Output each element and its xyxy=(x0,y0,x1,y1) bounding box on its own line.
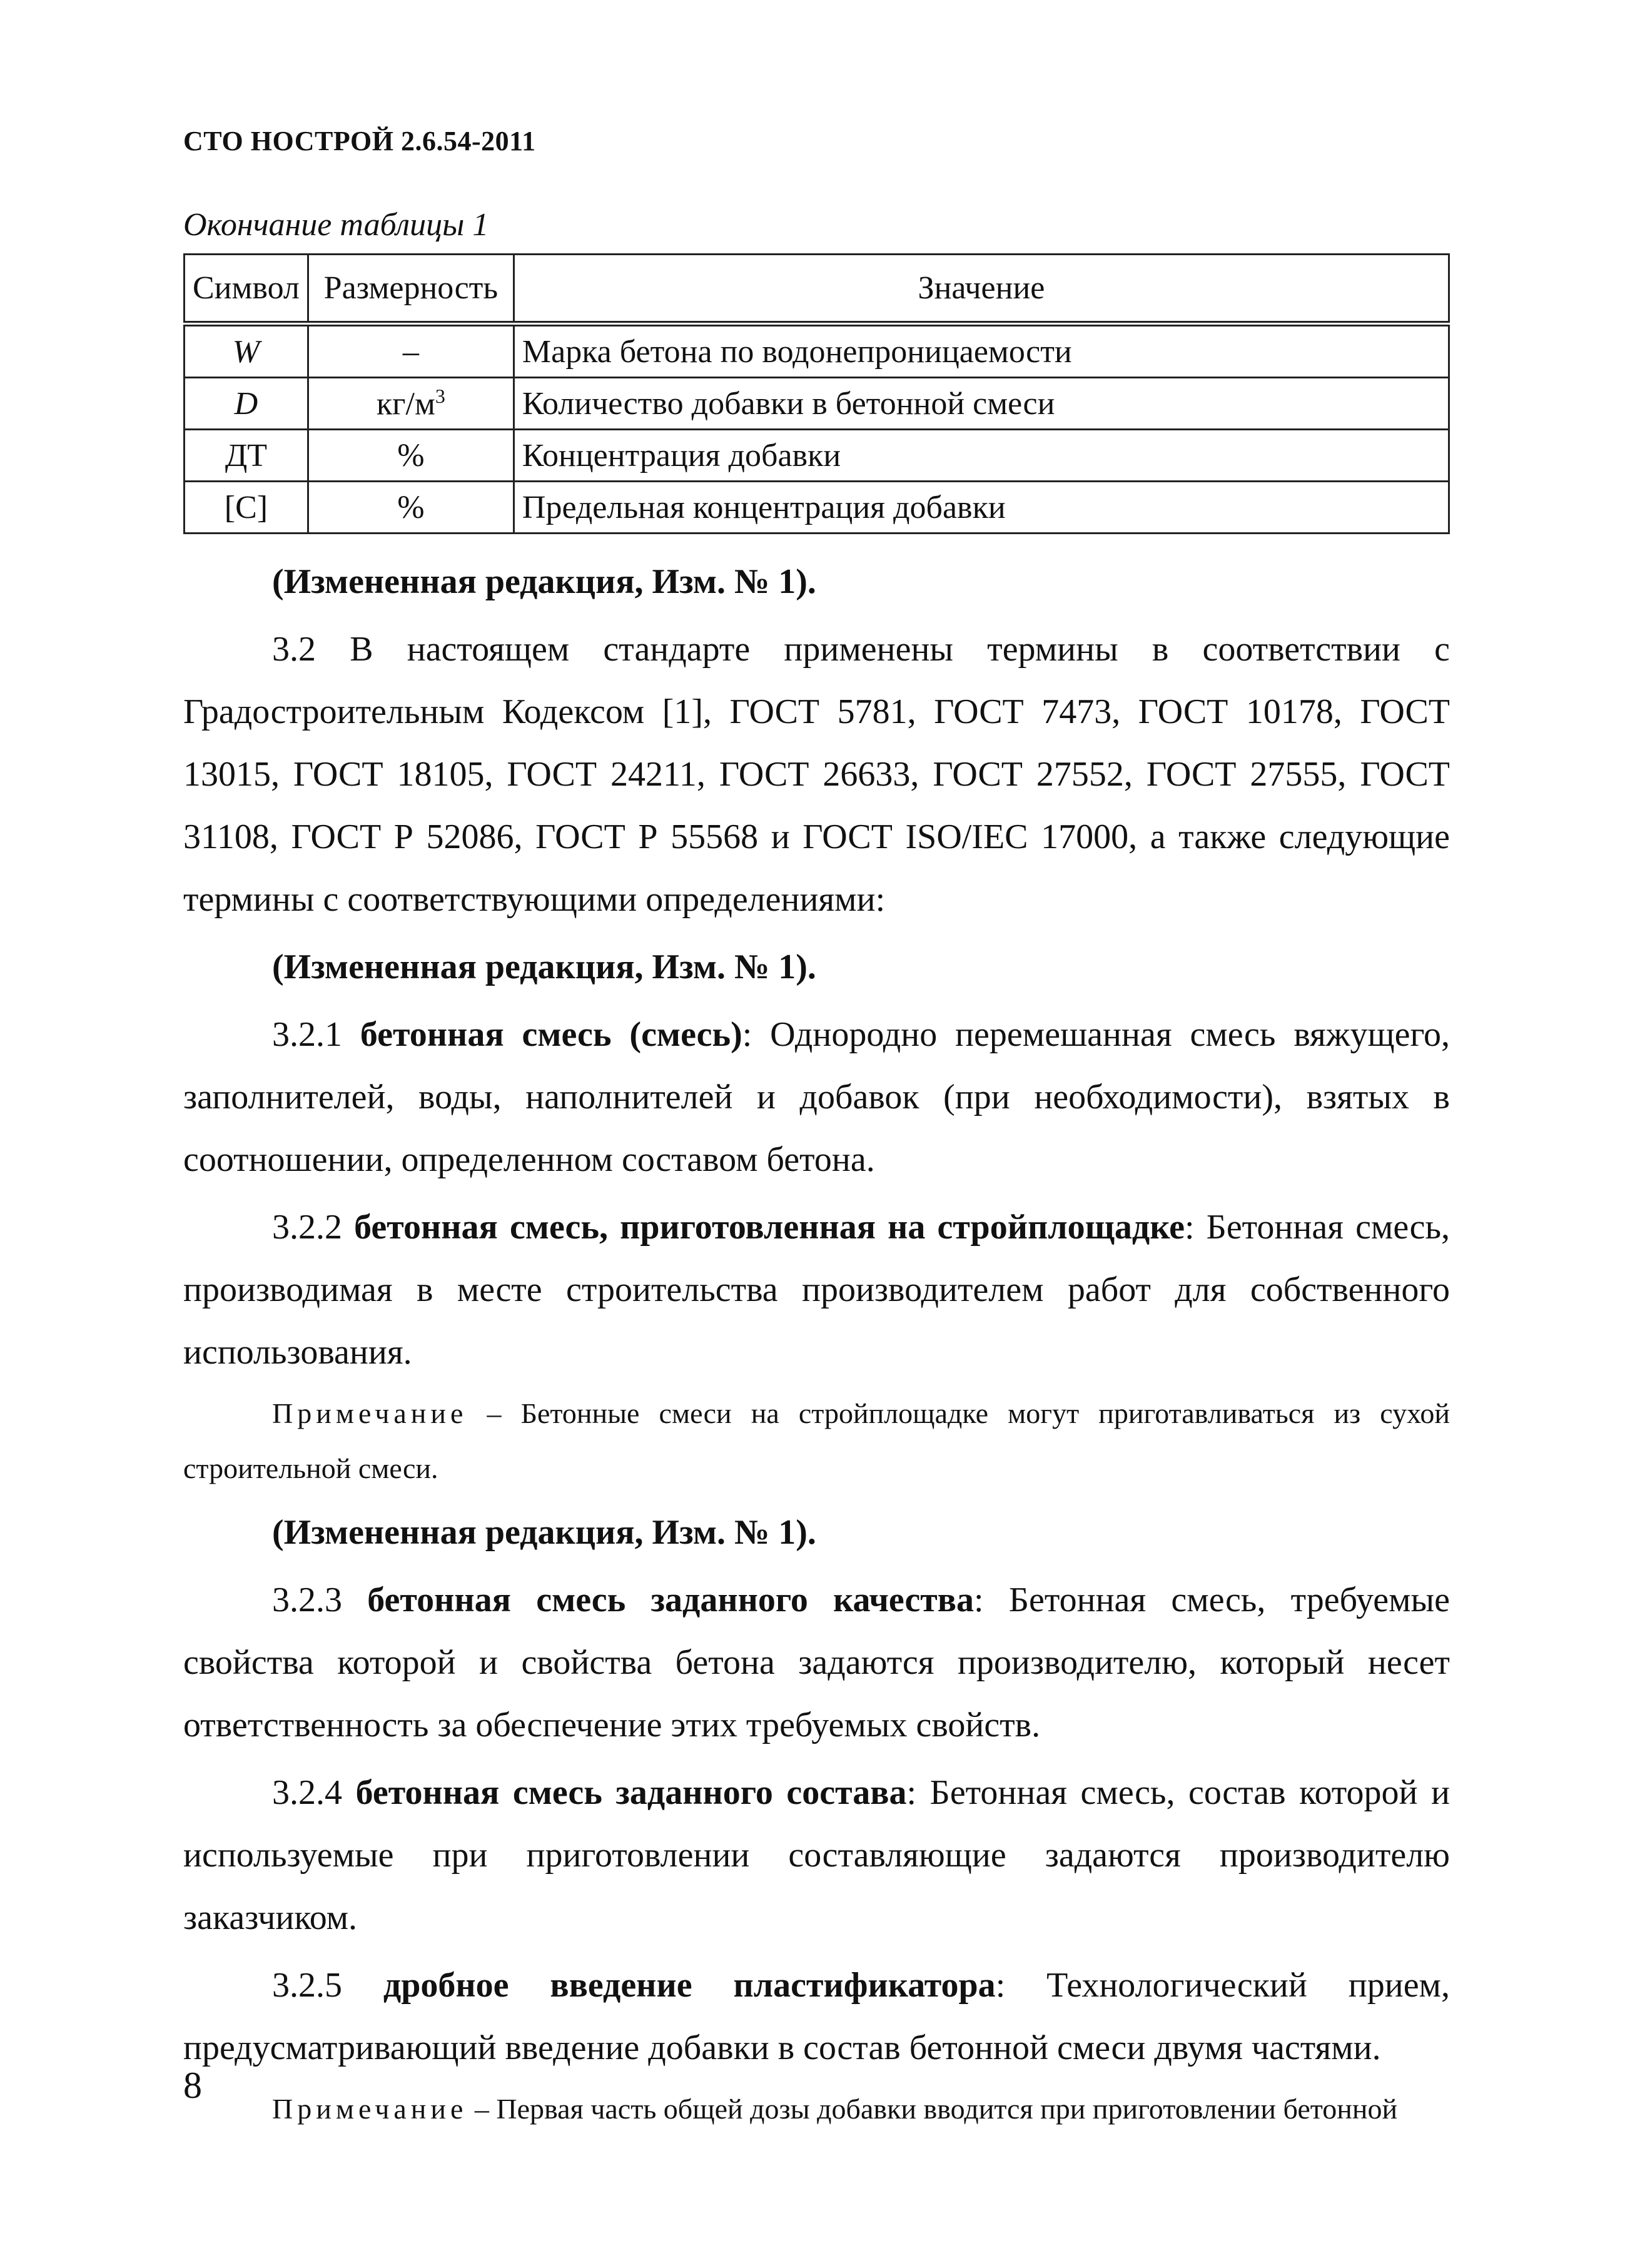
note-paragraph xyxy=(183,2082,1450,2137)
amendment-note: (Измененная редакция, Изм. № 1). xyxy=(272,1513,816,1552)
cell-value: Марка бетона по водонепроницаемости xyxy=(514,324,1449,378)
cell-dimension: – xyxy=(308,324,514,378)
cell-symbol: W xyxy=(185,324,308,378)
definition: : Бетонная смесь, требуемые свойства которой и свойства бетона задаются производителю, который несет ответственность за обеспечение этих требуемых свойств. xyxy=(183,1581,1450,1744)
cell-value: Количество добавки в бетонной смеси xyxy=(514,378,1449,430)
cell-value: Концентрация добавки xyxy=(514,430,1449,482)
definition: : Технологический прием, предусматривающий введение добавки в состав бетонной смеси двумя частями. xyxy=(183,1966,1450,2067)
dimension-text: кг/м xyxy=(376,386,435,422)
note-text: – Бетонные смеси на стройплощадке могут приготавливаться из сухой строительной смеси. xyxy=(183,1397,1450,1484)
definition: : Бетонная смесь, производимая в месте строительства производителем работ для собственного использования. xyxy=(183,1208,1450,1372)
dimension-superscript: 3 xyxy=(435,384,445,407)
cell-dimension: % xyxy=(308,430,514,482)
paragraph-3-2-3 xyxy=(183,1569,1450,1756)
cell-symbol: [C] xyxy=(185,482,308,534)
table-caption: Окончание таблицы 1 xyxy=(183,207,489,243)
paragraph-3-2-2 xyxy=(183,1196,1450,1384)
term: бетонная смесь заданного качества xyxy=(367,1581,974,1619)
clause-number: 3.2.2 xyxy=(272,1208,355,1247)
definition: : Однородно перемешанная смесь вяжущего, заполнителей, воды, наполнителей и добавок (при необходимости), взятых в соотношении, определенном составом бетона. xyxy=(183,1015,1450,1179)
term: дробное введение пластификатора xyxy=(383,1966,996,2005)
paragraph-3-2: 3.2 В настоящем стандарте применены термины в соответствии с Градостроительным Кодексом [1], ГОСТ 5781, ГОСТ 7473, ГОСТ 10178, ГОСТ 13015, ГОСТ 18105, ГОСТ 24211, ГОСТ 26633, ГОСТ 27552, ГОСТ 27555, ГОСТ 31108, ГОСТ Р 52086, ГОСТ Р 55568 и ГОСТ ISO/IEC 17000, а также следующие термины с соответствующими определениями: xyxy=(183,630,1450,919)
definition: : Бетонная смесь, состав которой и используемые при приготовлении составляющие задаются производителю заказчиком. xyxy=(183,1773,1450,1937)
clause-number: 3.2.1 xyxy=(272,1015,360,1054)
cell-symbol: ДТ xyxy=(185,430,308,482)
note-label: Примечание xyxy=(272,1397,468,1429)
table-row xyxy=(185,430,1449,482)
amendment-note: (Измененная редакция, Изм. № 1). xyxy=(272,562,816,601)
note-label: Примечание xyxy=(272,2093,468,2125)
symbols-table xyxy=(183,253,1450,534)
column-header-dimension: Размерность xyxy=(308,255,514,324)
note-paragraph xyxy=(183,1386,1450,1496)
document-code-header: СТО НОСТРОЙ 2.6.54-2011 xyxy=(183,126,536,156)
clause-number: 3.2.4 xyxy=(272,1773,356,1812)
table-row xyxy=(185,378,1449,430)
paragraph-3-2-4 xyxy=(183,1761,1450,1949)
term: бетонная смесь заданного состава xyxy=(355,1773,907,1812)
page-number: 8 xyxy=(183,2065,202,2106)
amendment-note: (Измененная редакция, Изм. № 1). xyxy=(272,948,816,986)
column-header-symbol: Символ xyxy=(185,255,308,324)
table-row xyxy=(185,324,1449,378)
table-header-row xyxy=(185,255,1449,324)
body-text xyxy=(183,550,1450,2137)
cell-dimension: % xyxy=(308,482,514,534)
paragraph-3-2-1 xyxy=(183,1003,1450,1191)
cell-dimension xyxy=(308,378,514,430)
paragraph-3-2-5 xyxy=(183,1954,1450,2079)
term: бетонная смесь, приготовленная на стройплощадке xyxy=(354,1208,1185,1247)
table-row xyxy=(185,482,1449,534)
term: бетонная смесь (смесь) xyxy=(360,1015,742,1054)
clause-number: 3.2.5 xyxy=(272,1966,383,2005)
clause-number: 3.2.3 xyxy=(272,1581,368,1619)
column-header-value: Значение xyxy=(514,255,1449,324)
note-text: – Первая часть общей дозы добавки вводится при приготовлении бетонной xyxy=(467,2093,1398,2125)
cell-symbol: D xyxy=(185,378,308,430)
cell-value: Предельная концентрация добавки xyxy=(514,482,1449,534)
